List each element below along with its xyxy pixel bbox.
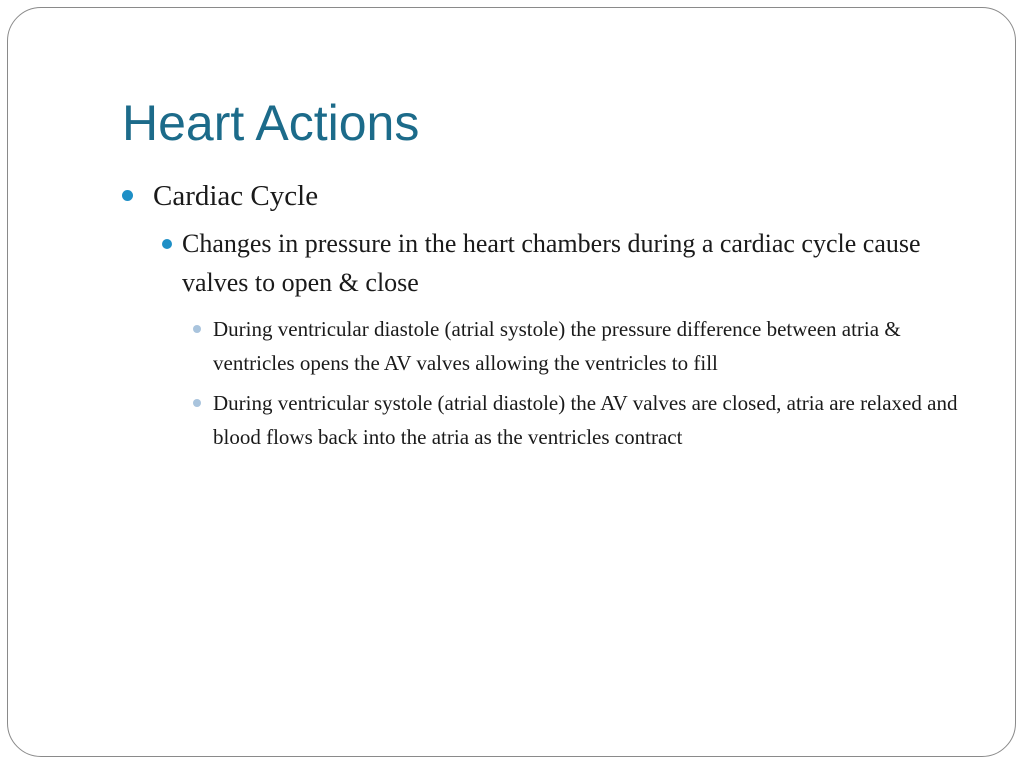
bullet-text: During ventricular systole (atrial diastole) the AV valves are closed, atria are relaxed and blood flows back into the atria as the ventricles contract [213, 391, 958, 449]
bullet-text: Changes in pressure in the heart chambers during a cardiac cycle cause valves to open & close [182, 229, 921, 297]
bullet-list [122, 176, 972, 454]
slide-frame [7, 7, 1016, 757]
bullet-text: Cardiac Cycle [153, 180, 319, 212]
bullet-item-level2 [162, 224, 942, 302]
bullet-text: During ventricular diastole (atrial systole) the pressure difference between atria & ventricles opens the AV valves allowing the ventricles to fill [213, 317, 901, 375]
bullet-dot-icon [193, 399, 201, 407]
bullet-item-level3 [193, 312, 963, 380]
slide-title: Heart Actions [122, 95, 420, 151]
bullet-dot-icon [193, 325, 201, 333]
bullet-dot-icon [162, 239, 172, 249]
bullet-item-level3 [193, 386, 963, 454]
bullet-item-level1 [122, 176, 972, 216]
bullet-dot-icon [122, 190, 133, 201]
